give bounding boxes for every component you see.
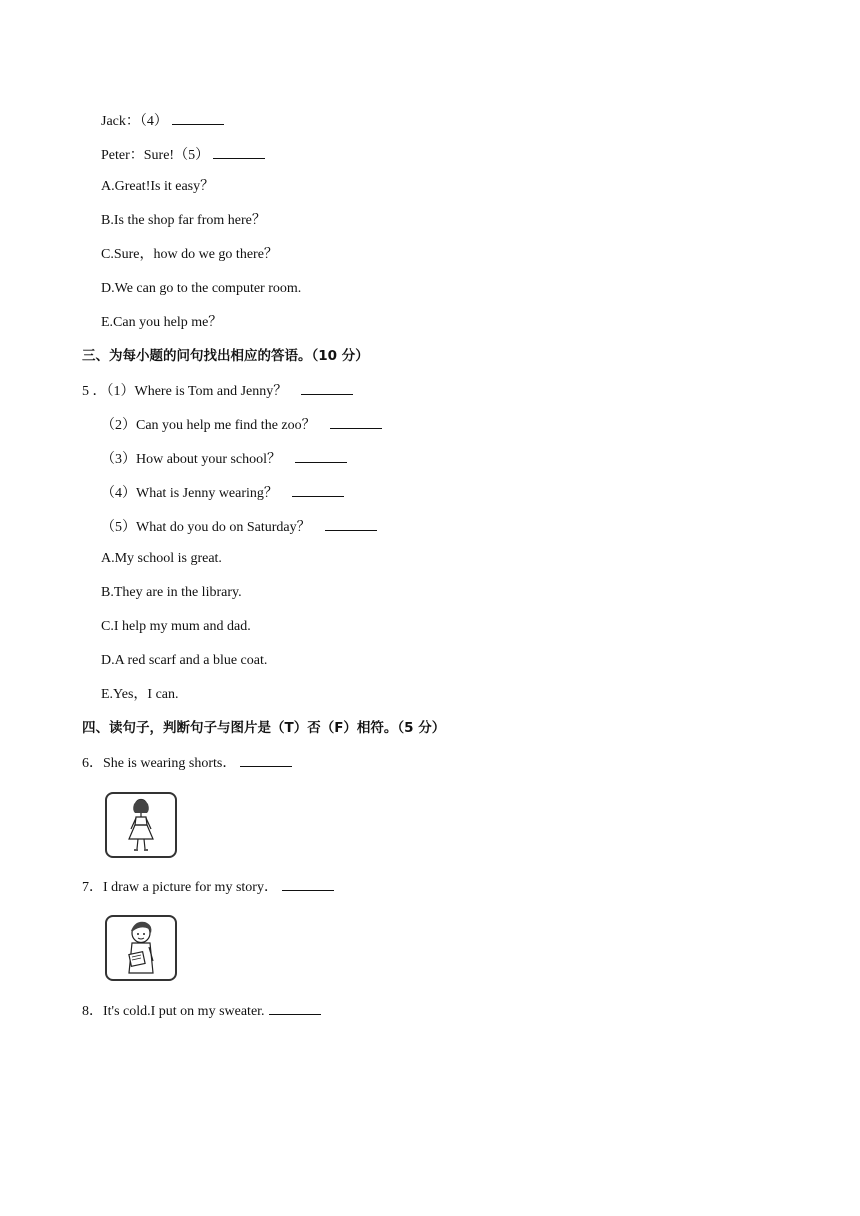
question-number: 5 ． bbox=[82, 384, 107, 399]
dialogue-option-c: C.Sure，how do we go there？ bbox=[101, 247, 278, 262]
answer-blank[interactable] bbox=[301, 380, 353, 395]
dialogue-option-d: D.We can go to the computer room. bbox=[101, 281, 302, 296]
answer-blank[interactable] bbox=[292, 482, 344, 497]
answer-blank[interactable] bbox=[213, 144, 265, 159]
dialogue-option-e: E.Can you help me？ bbox=[101, 315, 223, 330]
girl-reading-icon bbox=[105, 915, 177, 981]
question-7: 7．I draw a picture for my story． bbox=[82, 876, 334, 896]
question-5-part-1: 5 ．（1）Where is Tom and Jenny？ bbox=[82, 380, 353, 400]
answer-blank[interactable] bbox=[269, 1000, 321, 1015]
dialogue-line-5: Peter：Sure!（5） bbox=[101, 144, 265, 164]
answer-blank[interactable] bbox=[172, 110, 224, 125]
section-3-option-b: B.They are in the library. bbox=[101, 585, 242, 600]
section-3-option-e: E.Yes，I can. bbox=[101, 687, 179, 702]
answer-blank[interactable] bbox=[282, 876, 334, 891]
question-5-part-5: （5）What do you do on Saturday？ bbox=[101, 516, 377, 536]
question-5-part-4: （4）What is Jenny wearing？ bbox=[101, 482, 344, 502]
question-5-part-3: （3）How about your school？ bbox=[101, 448, 347, 468]
dialogue-option-b: B.Is the shop far from here？ bbox=[101, 213, 266, 228]
section-4-heading: 四、读句子，判断句子与图片是（T）否（F）相符。（5 分） bbox=[82, 720, 446, 736]
dialogue-option-a: A.Great!Is it easy？ bbox=[101, 179, 215, 194]
question-8: 8．It's cold.I put on my sweater. bbox=[82, 1000, 321, 1020]
question-5-part-2: （2）Can you help me find the zoo？ bbox=[101, 414, 382, 434]
dialogue-line-4: Jack：（4） bbox=[101, 110, 224, 130]
section-3-option-a: A.My school is great. bbox=[101, 551, 222, 566]
section-3-option-c: C.I help my mum and dad. bbox=[101, 619, 251, 634]
section-3-heading: 三、为每小题的问句找出相应的答语。（10 分） bbox=[82, 348, 369, 364]
girl-in-dress-icon bbox=[105, 792, 177, 858]
answer-blank[interactable] bbox=[330, 414, 382, 429]
section-3-option-d: D.A red scarf and a blue coat. bbox=[101, 653, 268, 668]
question-6: 6．She is wearing shorts． bbox=[82, 752, 292, 772]
answer-blank[interactable] bbox=[240, 752, 292, 767]
answer-blank[interactable] bbox=[295, 448, 347, 463]
answer-blank[interactable] bbox=[325, 516, 377, 531]
